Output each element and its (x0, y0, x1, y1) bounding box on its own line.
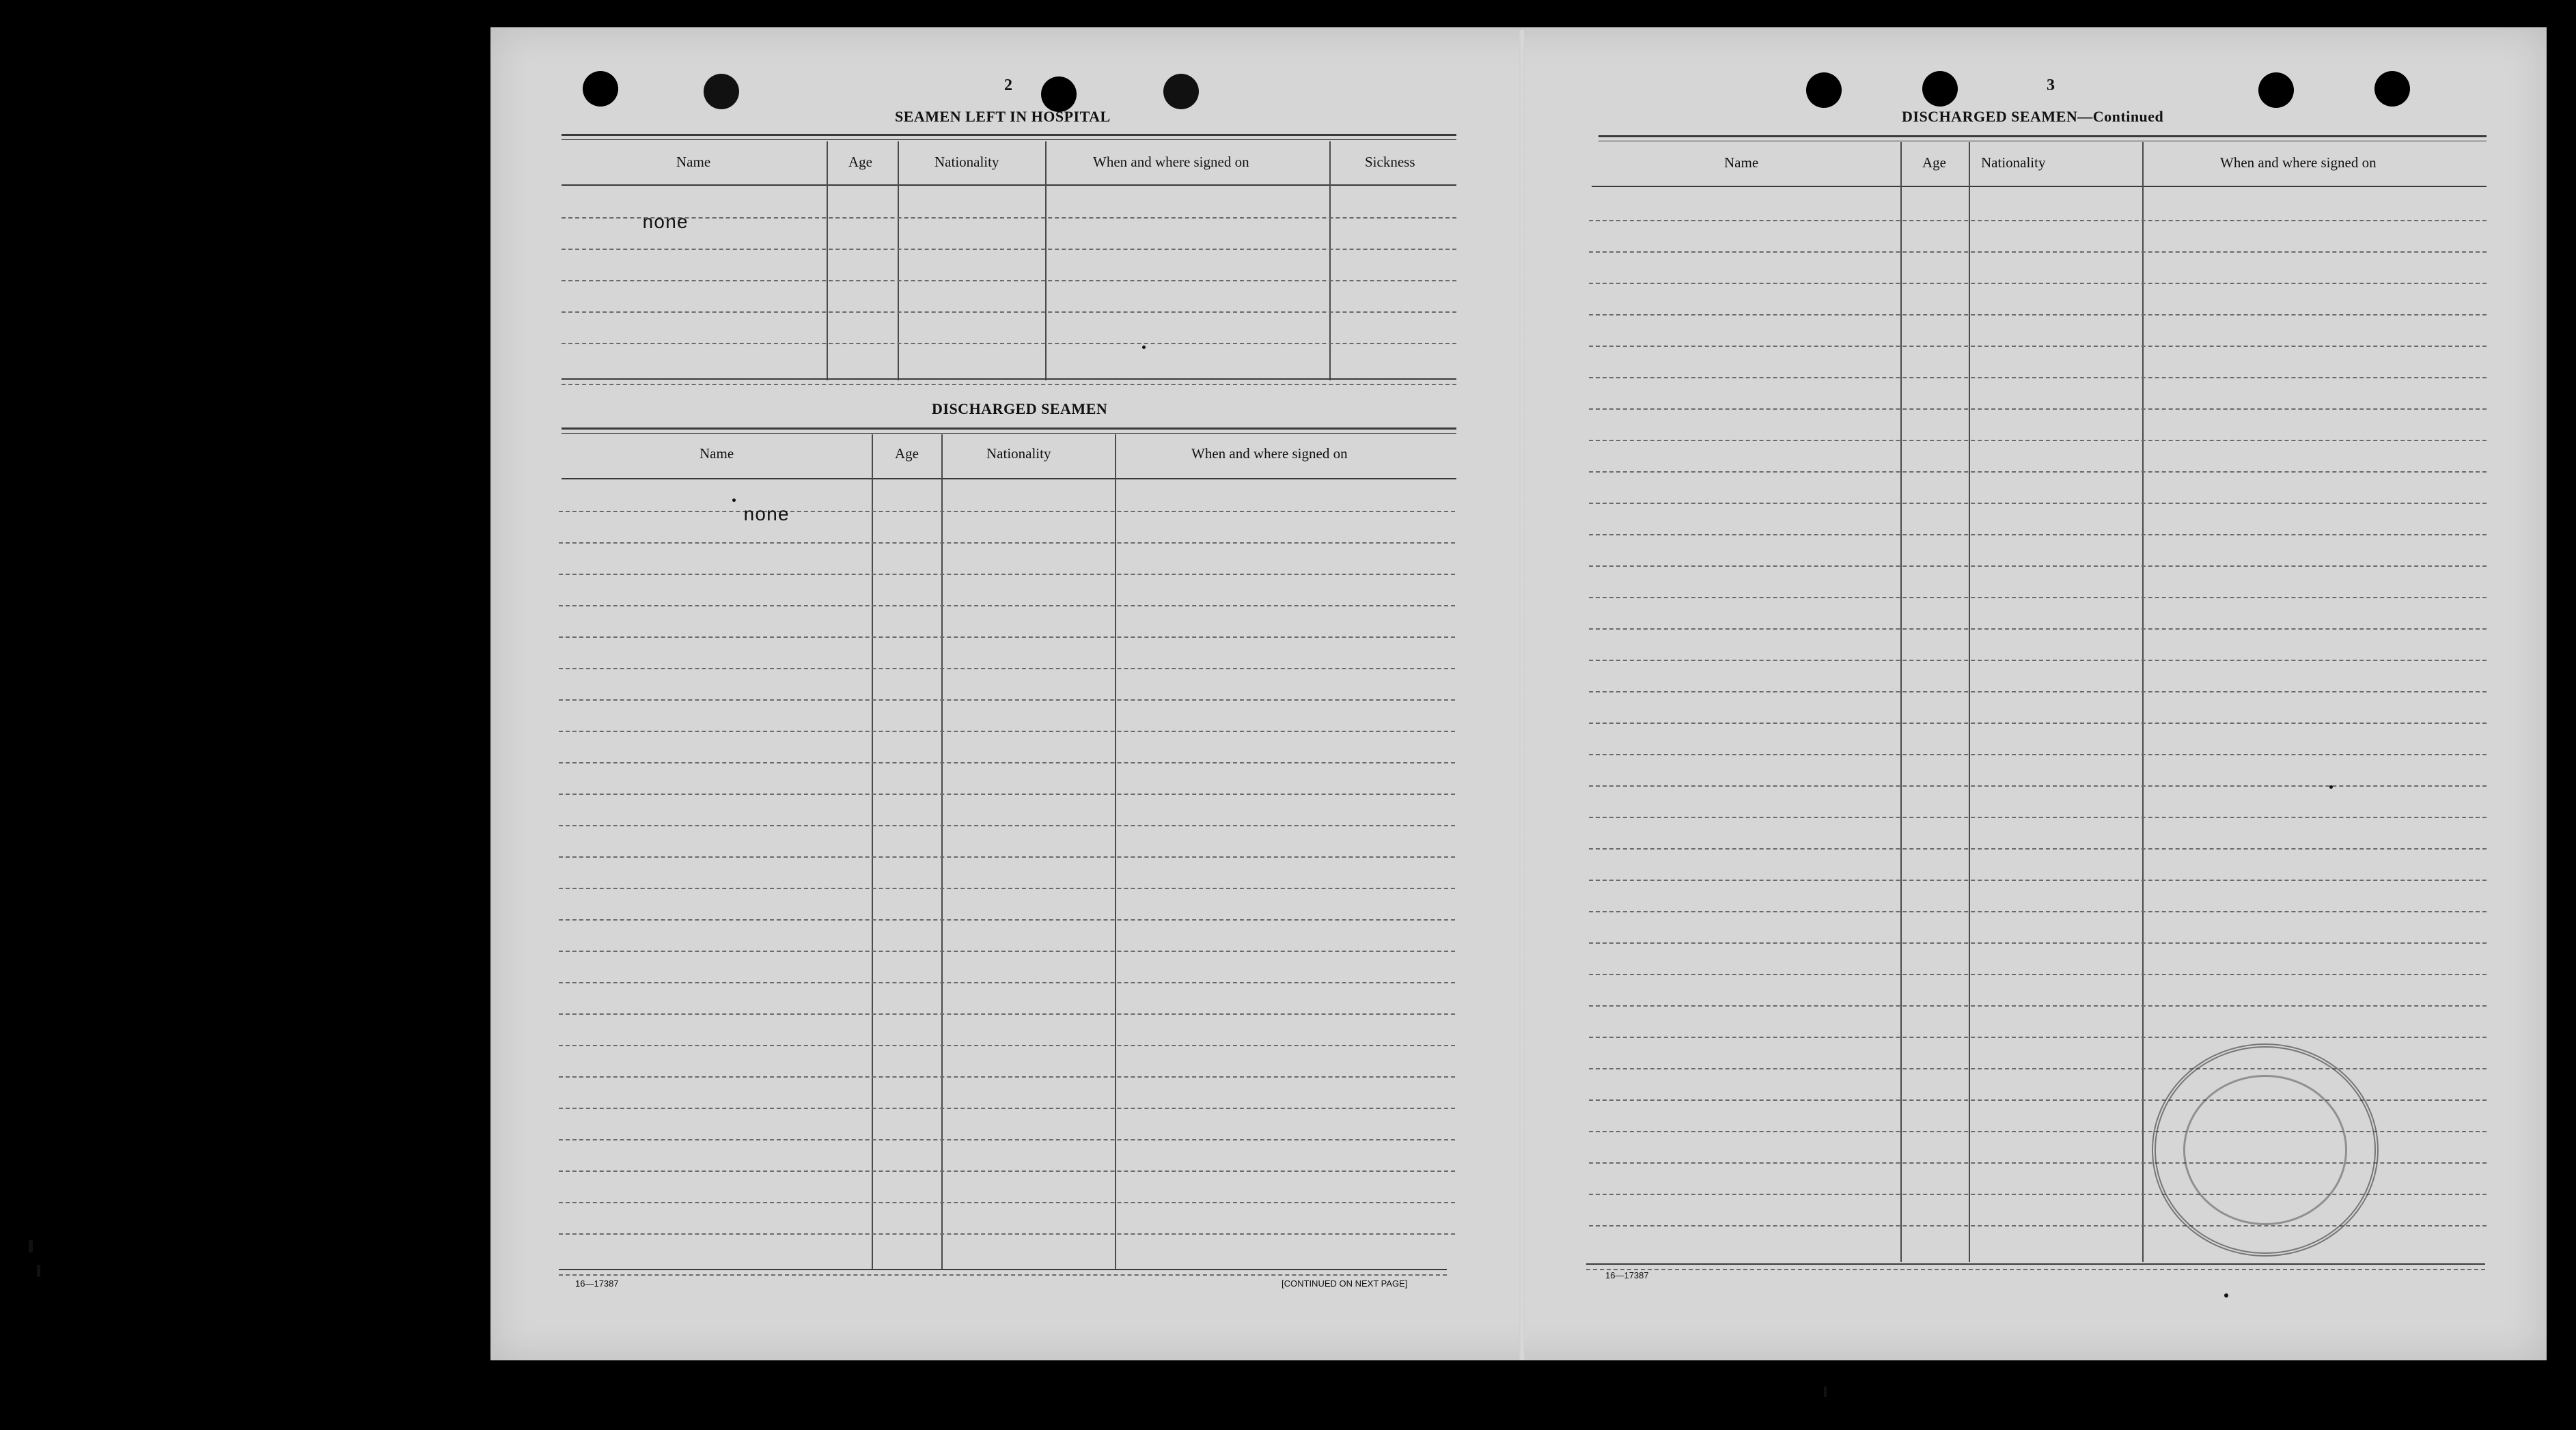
right-header-rule (1592, 186, 2487, 187)
row-line (1589, 628, 2487, 630)
hospital-col-divider (827, 141, 828, 380)
row-line (1589, 503, 2487, 504)
discharged-col-signed-on: When and where signed on (1191, 445, 1348, 462)
row-line (1589, 1037, 2487, 1038)
row-line (559, 856, 1455, 858)
hospital-col-divider (1045, 141, 1047, 380)
punch-hole (583, 71, 618, 107)
discharged-top-rule-2 (562, 433, 1456, 434)
discharged-header-rule (562, 478, 1456, 479)
ink-speck (1142, 346, 1146, 349)
right-col-nationality: Nationality (1981, 154, 2046, 171)
ink-speck (732, 499, 736, 502)
punch-hole (2258, 72, 2294, 108)
hospital-col-divider (898, 141, 899, 380)
discharged-top-rule (562, 427, 1456, 430)
row-line (1589, 723, 2487, 724)
punch-hole (1163, 74, 1199, 109)
hospital-col-sickness: Sickness (1365, 154, 1415, 170)
row-line (1589, 346, 2487, 347)
right-col-divider (2142, 142, 2144, 1262)
row-line (1589, 1068, 2487, 1069)
ink-speck (1824, 1386, 1827, 1397)
hospital-col-signed-on: When and where signed on (1093, 154, 1249, 170)
row-line (1589, 691, 2487, 692)
left-page-number: 2 (1004, 76, 1012, 94)
ink-speck (2329, 785, 2333, 789)
row-line (1589, 660, 2487, 661)
right-col-age: Age (1922, 154, 1946, 171)
row-line (1589, 534, 2487, 535)
row-line (559, 605, 1455, 606)
discharged-entry-none: none (743, 505, 790, 527)
punch-hole (2374, 71, 2410, 107)
row-line (559, 1108, 1455, 1109)
ink-speck (37, 1265, 40, 1277)
discharged-col-divider (941, 434, 943, 1270)
row-line (559, 731, 1455, 732)
right-col-divider (1900, 142, 1902, 1262)
punch-hole (704, 74, 739, 109)
row-line (559, 1045, 1455, 1046)
row-line (559, 888, 1455, 889)
ink-speck (2224, 1293, 2228, 1298)
row-line (1589, 974, 2487, 975)
ink-speck (29, 1240, 33, 1252)
continued-next-page-note: [CONTINUED ON NEXT PAGE] (1282, 1278, 1408, 1289)
circular-stamp (2152, 1043, 2379, 1257)
discharged-col-divider (872, 434, 873, 1270)
right-col-divider (1969, 142, 1970, 1262)
row-line (559, 951, 1455, 952)
right-page-number: 3 (2047, 76, 2055, 94)
row-line (1589, 597, 2487, 598)
hospital-col-age: Age (848, 154, 872, 170)
left-form-number: 16—17387 (575, 1278, 619, 1289)
row-line (1589, 314, 2487, 316)
row-line (559, 1233, 1455, 1235)
discharged-col-age: Age (895, 445, 919, 462)
row-line (1589, 754, 2487, 755)
row-line (559, 1202, 1455, 1203)
right-top-rule (1598, 135, 2487, 137)
row-line (559, 1170, 1455, 1172)
punch-hole (1806, 72, 1842, 108)
row-line (559, 919, 1455, 921)
row-line (559, 1013, 1455, 1015)
row-line (559, 982, 1455, 983)
hospital-col-name: Name (676, 154, 711, 170)
row-line (559, 762, 1455, 763)
hospital-bottom-rule (562, 378, 1456, 380)
hospital-entry-none: none (642, 213, 689, 234)
row-line (559, 825, 1455, 826)
hospital-top-rule-2 (562, 139, 1456, 140)
right-bottom-rule (1586, 1263, 2485, 1265)
row-line (559, 636, 1455, 638)
row-line (1589, 1005, 2487, 1007)
row-line (1589, 471, 2487, 473)
hospital-col-divider (1329, 141, 1331, 380)
discharged-section-title: DISCHARGED SEAMEN (932, 400, 1108, 417)
hospital-top-rule (562, 134, 1456, 136)
row-line (1589, 817, 2487, 818)
hospital-row-line (562, 311, 1456, 313)
discharged-bottom-rule (559, 1269, 1447, 1270)
row-line (1589, 565, 2487, 567)
row-line (1589, 283, 2487, 284)
row-line (559, 574, 1455, 575)
row-line (1589, 785, 2487, 787)
row-line (559, 1139, 1455, 1140)
row-line (559, 794, 1455, 795)
row-line (1589, 408, 2487, 410)
discharged-col-divider (1115, 434, 1116, 1270)
row-line (559, 542, 1455, 544)
discharged-bottom-line (559, 1274, 1447, 1276)
row-line (1589, 377, 2487, 378)
row-line (1589, 880, 2487, 881)
right-col-signed-on: When and where signed on (2220, 154, 2377, 171)
right-section-title: DISCHARGED SEAMEN—Continued (1902, 108, 2164, 125)
punch-hole (1922, 71, 1958, 107)
hospital-row-line (562, 343, 1456, 344)
row-line (1589, 251, 2487, 253)
row-line (1589, 848, 2487, 850)
hospital-row-line (562, 249, 1456, 250)
page-fold (1519, 30, 1525, 1360)
hospital-row-line (562, 217, 1456, 219)
row-line (1589, 440, 2487, 441)
row-line (1589, 942, 2487, 944)
punch-hole (1041, 76, 1077, 112)
right-bottom-line (1586, 1269, 2485, 1270)
hospital-bottom-line (562, 384, 1456, 385)
row-line (1589, 1225, 2487, 1226)
hospital-row-line (562, 280, 1456, 281)
right-form-number: 16—17387 (1605, 1270, 1649, 1280)
right-col-name: Name (1724, 154, 1759, 171)
hospital-section-title: SEAMEN LEFT IN HOSPITAL (895, 108, 1111, 125)
discharged-col-name: Name (700, 445, 734, 462)
row-line (559, 699, 1455, 701)
hospital-header-rule (562, 184, 1456, 186)
row-line (1589, 911, 2487, 912)
row-line (559, 668, 1455, 669)
row-line (1589, 220, 2487, 221)
hospital-col-nationality: Nationality (934, 154, 999, 170)
discharged-col-nationality: Nationality (986, 445, 1051, 462)
row-line (559, 511, 1455, 512)
row-line (559, 1076, 1455, 1078)
